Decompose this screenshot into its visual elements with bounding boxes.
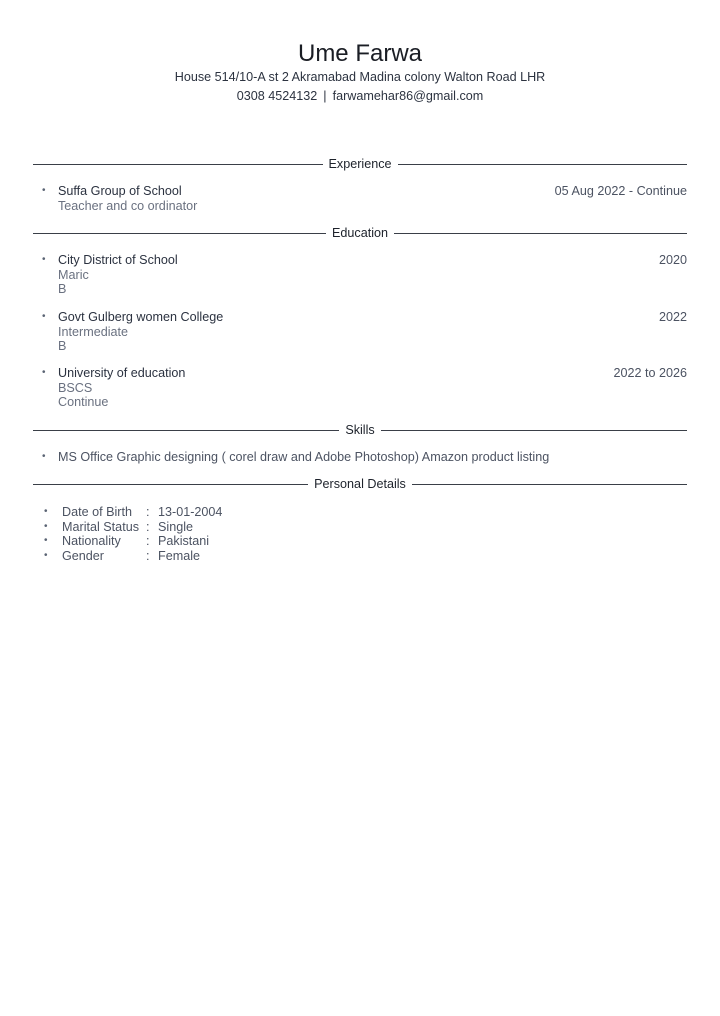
- divider-line: [33, 164, 323, 165]
- section-heading-education: [33, 225, 687, 241]
- skill-text: MS Office Graphic designing ( corel draw and Adobe Photoshop) Amazon product listing: [58, 450, 550, 464]
- divider-line: [398, 164, 688, 165]
- entry-title: City District of School: [58, 253, 178, 267]
- divider-line: [33, 430, 339, 431]
- bullet-icon: •: [44, 535, 48, 547]
- detail-colon: :: [146, 505, 150, 519]
- detail-colon: :: [146, 548, 150, 563]
- detail-key: Date of Birth: [62, 505, 132, 519]
- entry-grade: B: [58, 282, 67, 297]
- bullet-icon: •: [42, 451, 46, 462]
- address: House 514/10-A st 2 Akramabad Madina colony Walton Road LHR: [174, 70, 546, 84]
- entry-detail: Maric: [58, 267, 89, 282]
- bullet-icon: •: [44, 549, 48, 561]
- personal-details-list: [44, 505, 222, 563]
- entry-detail: Teacher and co ordinator: [58, 198, 198, 213]
- divider-line: [412, 484, 687, 485]
- section-title: Skills: [345, 423, 375, 437]
- bullet-icon: •: [42, 367, 46, 378]
- detail-row-marital-status: [44, 520, 222, 535]
- divider-line: [394, 233, 687, 234]
- detail-value: Pakistani: [158, 534, 210, 549]
- contact-line: [0, 87, 720, 106]
- section-heading-experience: [33, 156, 687, 172]
- education-entry: [42, 310, 687, 354]
- education-entry: [42, 253, 687, 297]
- bullet-icon: •: [42, 254, 46, 265]
- entry-date: 05 Aug 2022 - Continue: [554, 184, 687, 198]
- entry-detail: Intermediate: [58, 324, 129, 339]
- detail-key: Marital Status: [62, 519, 139, 534]
- detail-key: Nationality: [62, 534, 121, 549]
- resume-header: [0, 0, 720, 106]
- entry-status: Continue: [58, 395, 109, 410]
- detail-row-gender: [44, 549, 222, 564]
- bullet-icon: •: [44, 506, 48, 517]
- entry-grade: B: [58, 339, 67, 354]
- bullet-icon: •: [42, 185, 46, 196]
- skills-entry: [42, 450, 687, 465]
- detail-row-date-of-birth: [44, 505, 222, 520]
- section-title: Education: [332, 226, 389, 240]
- detail-colon: :: [146, 534, 150, 549]
- divider-line: [33, 484, 308, 485]
- detail-value: Single: [158, 519, 194, 534]
- section-title: Personal Details: [314, 477, 406, 491]
- section-heading-personal-details: [33, 476, 687, 492]
- entry-title: Govt Gulberg women College: [58, 310, 224, 324]
- divider-line: [381, 430, 687, 431]
- detail-value: 13-01-2004: [158, 505, 223, 519]
- experience-entry: [42, 184, 687, 213]
- divider-line: [33, 233, 326, 234]
- detail-value: Female: [158, 548, 200, 563]
- entry-date: 2020: [658, 253, 687, 267]
- detail-colon: :: [146, 519, 150, 534]
- detail-key: Gender: [62, 548, 105, 563]
- email-address: farwamehar86@gmail.com: [332, 89, 484, 103]
- entry-title: Suffa Group of School: [58, 184, 182, 198]
- phone-number: 0308 4524132: [236, 89, 318, 103]
- candidate-name: Ume Farwa: [297, 40, 423, 67]
- detail-row-nationality: [44, 534, 222, 549]
- section-heading-skills: [33, 422, 687, 438]
- bullet-icon: •: [44, 520, 48, 532]
- bullet-icon: •: [42, 311, 46, 322]
- contact-separator: |: [323, 89, 327, 103]
- education-entry: [42, 366, 687, 410]
- section-title: Experience: [328, 157, 392, 171]
- entry-date: 2022 to 2026: [613, 366, 687, 380]
- entry-date: 2022: [658, 310, 687, 324]
- entry-detail: BSCS: [58, 380, 93, 395]
- entry-title: University of education: [58, 366, 186, 380]
